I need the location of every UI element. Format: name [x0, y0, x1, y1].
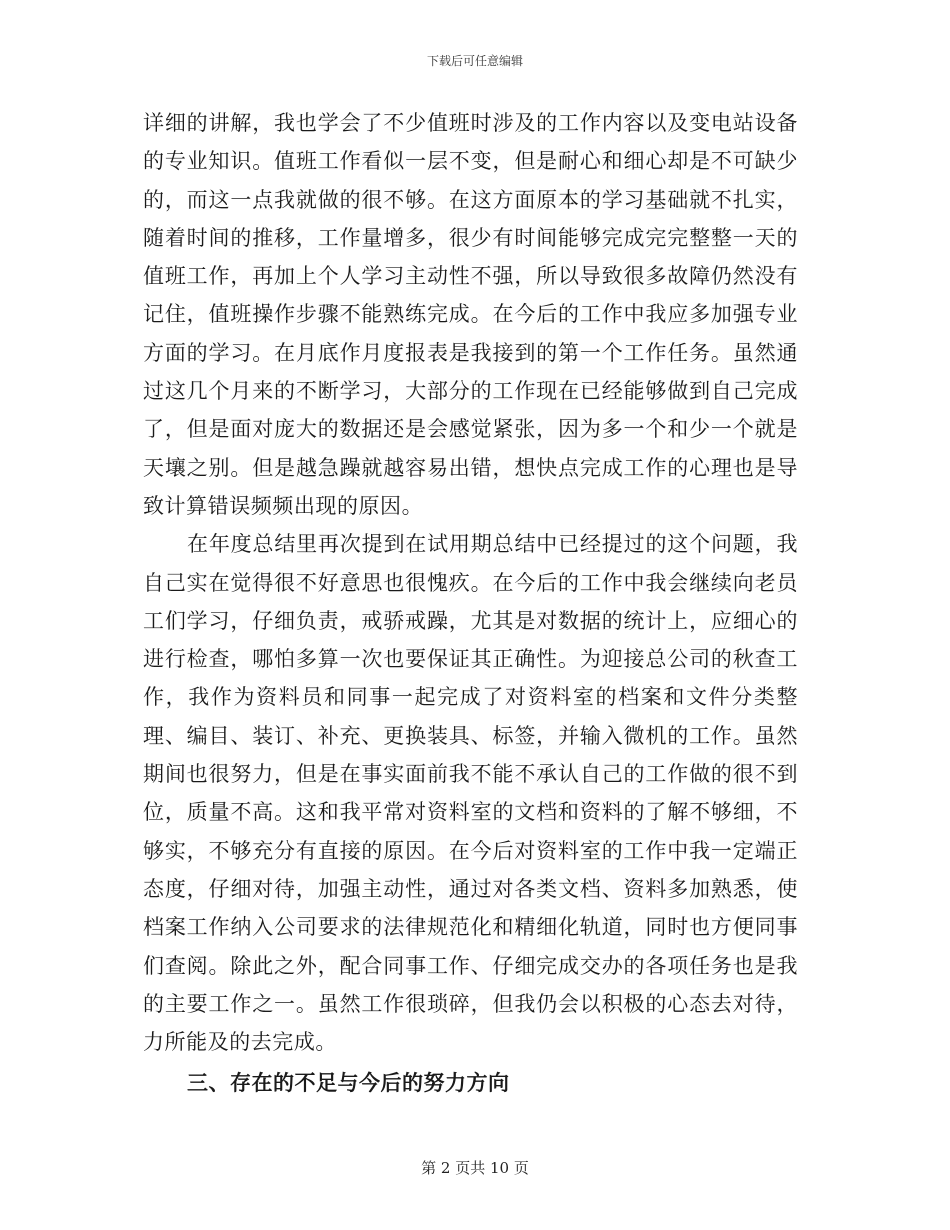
section-heading: 三、存在的不足与今后的努力方向 — [187, 1070, 510, 1096]
body-paragraph-2: 在年度总结里再次提到在试用期总结中已经提过的这个问题，我自己实在觉得很不好意思也很愧疚。在今后的工作中我会继续向老员工们学习，仔细负责，戒骄戒躁，尤其是对数据的统计上，应细心的进行检查，哪怕多算一次也要保证其正确性。为迎接总公司的秋查工作，我作为资料员和同事一起完成了对资料室的档案和文件分类整理、编目、装订、补充、更换装具、标签，并输入微机的工作。虽然期间也很努力，但是在事实面前我不能不承认自己的工作做的很不到位，质量不高。这和我平常对资料室的文档和资料的了解不够细，不够实，不够充分有直接的原因。在今后对资料室的工作中我一定端正态度，仔细对待，加强主动性，通过对各类文档、资料多加熟悉，使档案工作纳入公司要求的法律规范化和精细化轨道，同时也方便同事们查阅。除此之外，配合同事工作、仔细完成交办的各项任务也是我的主要工作之一。虽然工作很琐碎，但我仍会以积极的心态去对待，力所能及的去完成。 — [143, 532, 798, 1055]
body-paragraph-1: 详细的讲解，我也学会了不少值班时涉及的工作内容以及变电站设备的专业知识。值班工作看似一层不变，但是耐心和细心却是不可缺少的，而这一点我就做的很不够。在这方面原本的学习基础就不扎实，随着时间的推移，工作量增多，很少有时间能够完成完完整整一天的值班工作，再加上个人学习主动性不强，所以导致很多故障仍然没有记住，值班操作步骤不能熟练完成。在今后的工作中我应多加强专业方面的学习。在月底作月度报表是我接到的第一个工作任务。虽然通过这几个月来的不断学习，大部分的工作现在已经能够做到自己完成了，但是面对庞大的数据还是会感觉紧张，因为多一个和少一个就是天壤之别。但是越急躁就越容易出错，想快点完成工作的心理也是导致计算错误频频出现的原因。 — [143, 111, 798, 518]
page-footer: 第 2 页共 10 页 — [421, 1159, 529, 1177]
page-header: 下载后可任意编辑 — [426, 54, 523, 68]
document-body — [143, 104, 798, 1103]
